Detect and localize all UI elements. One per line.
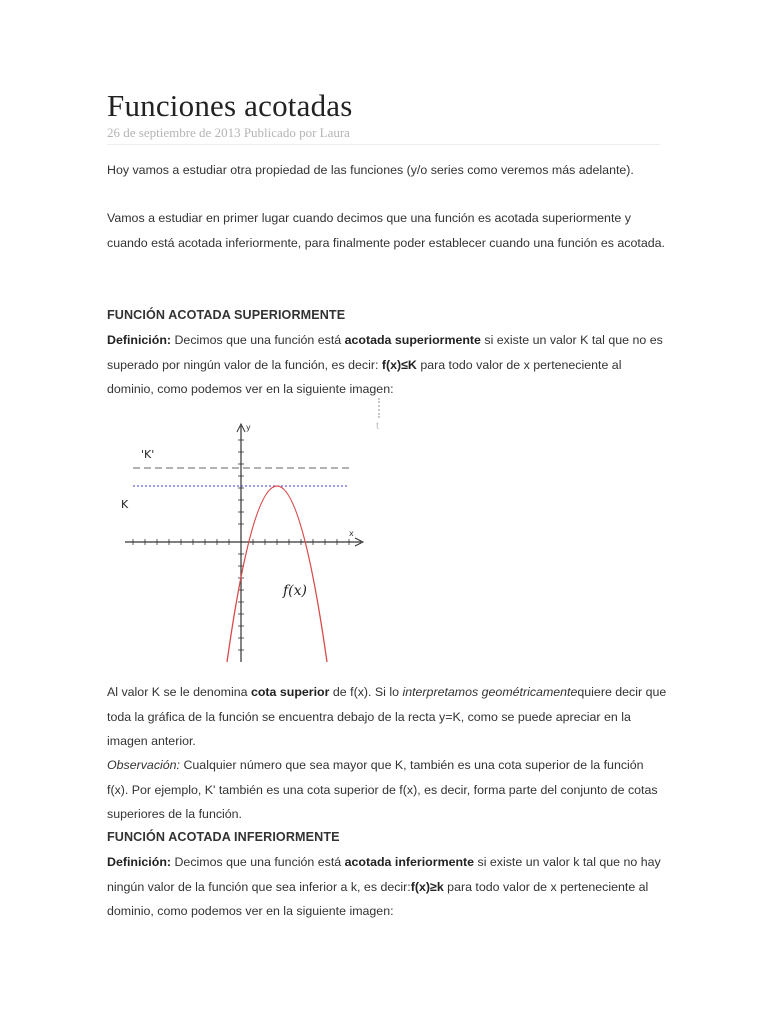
cota-superior-term: cota superior <box>250 685 330 699</box>
definition-text: si existe un valor k tal que no hay ningún valor de la función que sea inferior a k, es decir: <box>107 855 661 894</box>
bounded-function-graph <box>117 412 367 664</box>
post-meta: 26 de septiembre de 2013 Publicado por Laura <box>107 125 660 145</box>
y-axis-label: y <box>246 423 251 432</box>
definition-label: Definición: <box>107 855 172 869</box>
side-mark-text: t <box>376 421 379 432</box>
observation-paragraph <box>107 753 667 827</box>
definition-formula: f(x)≥k <box>410 879 444 894</box>
definition-text: para todo valor de x perteneciente al dominio, como podemos ver en la siguiente imagen: <box>107 879 649 918</box>
definition-label: Definición: <box>107 333 172 347</box>
definition-formula: f(x)≤K <box>381 357 417 372</box>
dotted-mark <box>378 398 381 418</box>
definition-upper <box>107 328 667 402</box>
definition-text: si existe un valor K tal que no es superado por ningún valor de la función, es decir: <box>107 333 663 372</box>
intro-paragraph-1: Hoy vamos a estudiar otra propiedad de las funciones (y/o series como veremos más adelante). <box>107 163 634 177</box>
definition-text: Decimos que una función está <box>171 333 345 347</box>
function-label: f(x) <box>283 583 308 599</box>
explanation-text: de f(x). Si lo <box>329 685 403 699</box>
x-axis-label: x <box>349 529 354 538</box>
observation-text: Cualquier número que sea mayor que K, también es una cota superior de la función f(x). Por ejemplo, K' también es una cota superior de f(x), es decir, forma parte del conjunto de cotas superiores de la función. <box>107 758 658 821</box>
page-title: Funciones acotadas <box>107 88 353 123</box>
section-heading-upper: FUNCIÓN ACOTADA SUPERIORMENTE <box>107 308 346 322</box>
image-fragment <box>376 398 386 454</box>
section-heading-lower: FUNCIÓN ACOTADA INFERIORMENTE <box>107 830 340 844</box>
k-label: K <box>121 498 129 511</box>
intro-paragraph-2: Vamos a estudiar en primer lugar cuando decimos que una función es acotada superiormente y cuando está acotada inferiormente, para finalmente poder establecer cuando una función es acotada. <box>107 211 665 250</box>
definition-text: Decimos que una función está <box>171 855 345 869</box>
emphasis: interpretamos geométricamente <box>402 685 578 699</box>
definition-text: para todo valor de x perteneciente al dominio, como podemos ver en la siguiente imagen: <box>107 357 622 396</box>
explanation-text: Al valor K se le denomina <box>107 685 251 699</box>
k-prime-label: 'K' <box>141 448 155 461</box>
definition-term: acotada superiormente <box>344 333 481 347</box>
function-curve <box>227 486 327 662</box>
upper-bound-explanation <box>107 680 667 754</box>
definition-lower <box>107 850 667 924</box>
explanation-text: quiere decir que toda la gráfica de la función se encuentra debajo de la recta y=K, como se puede apreciar en la imagen anterior. <box>107 685 667 748</box>
observation-label: Observación: <box>107 758 181 772</box>
definition-term: acotada inferiormente <box>344 855 475 869</box>
